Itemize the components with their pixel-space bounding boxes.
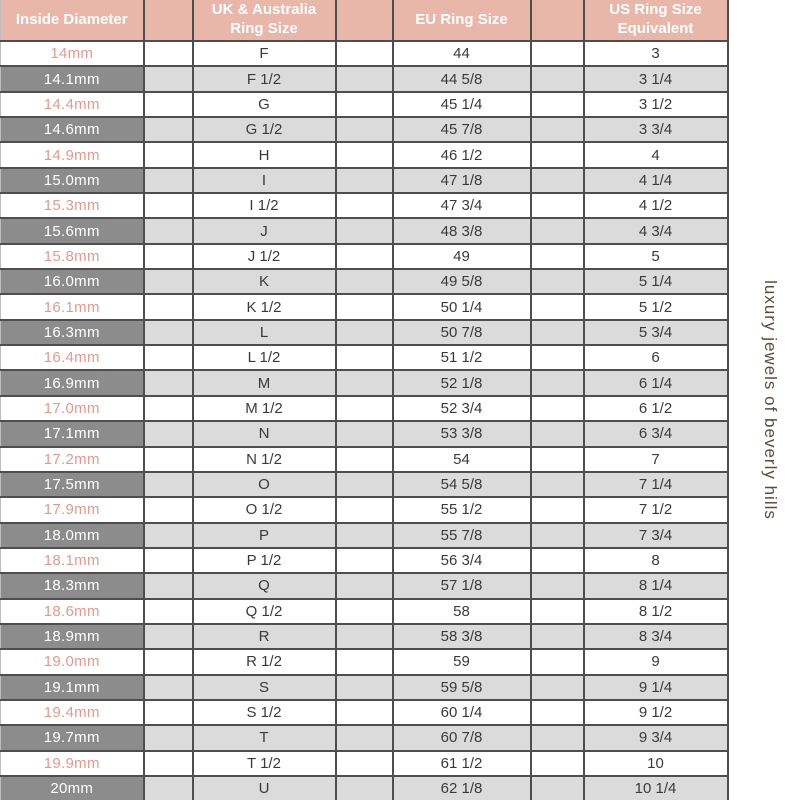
spacer-cell bbox=[144, 548, 193, 573]
spacer-cell bbox=[336, 523, 393, 548]
eu-size-cell: 61 1/2 bbox=[393, 751, 531, 776]
spacer-cell bbox=[531, 168, 584, 193]
uk-size-cell: J 1/2 bbox=[193, 244, 336, 269]
eu-size-cell: 55 7/8 bbox=[393, 523, 531, 548]
diameter-cell: 14.4mm bbox=[1, 92, 144, 117]
eu-size-cell: 54 bbox=[393, 447, 531, 472]
spacer-cell bbox=[336, 345, 393, 370]
spacer-cell bbox=[531, 269, 584, 294]
us-size-cell: 8 3/4 bbox=[584, 624, 728, 649]
eu-size-cell: 53 3/8 bbox=[393, 421, 531, 446]
uk-size-cell: T bbox=[193, 725, 336, 750]
spacer-cell bbox=[144, 599, 193, 624]
spacer-cell bbox=[531, 244, 584, 269]
uk-size-cell: L 1/2 bbox=[193, 345, 336, 370]
spacer-cell bbox=[531, 599, 584, 624]
us-size-cell: 6 bbox=[584, 345, 728, 370]
table-row bbox=[1, 218, 728, 243]
us-size-cell: 9 bbox=[584, 649, 728, 674]
diameter-cell: 15.6mm bbox=[1, 218, 144, 243]
spacer-cell bbox=[144, 168, 193, 193]
spacer-cell bbox=[531, 396, 584, 421]
spacer-cell bbox=[531, 41, 584, 66]
spacer-cell bbox=[531, 675, 584, 700]
diameter-cell: 17.5mm bbox=[1, 472, 144, 497]
spacer-cell bbox=[336, 447, 393, 472]
spacer-cell bbox=[336, 66, 393, 91]
spacer-cell bbox=[336, 370, 393, 395]
table-row bbox=[1, 573, 728, 598]
us-size-cell: 10 bbox=[584, 751, 728, 776]
header-us-size-equivalent: US Ring Size Equivalent bbox=[584, 0, 728, 41]
spacer-cell bbox=[336, 218, 393, 243]
us-size-cell: 6 3/4 bbox=[584, 421, 728, 446]
table-row bbox=[1, 345, 728, 370]
us-size-cell: 4 1/2 bbox=[584, 193, 728, 218]
eu-size-cell: 52 1/8 bbox=[393, 370, 531, 395]
eu-size-cell: 59 bbox=[393, 649, 531, 674]
spacer-cell bbox=[336, 396, 393, 421]
uk-size-cell: O 1/2 bbox=[193, 497, 336, 522]
uk-size-cell: R 1/2 bbox=[193, 649, 336, 674]
spacer-cell bbox=[144, 700, 193, 725]
brand-side-text: luxury jewels of beverly hills bbox=[761, 280, 780, 520]
table-row bbox=[1, 370, 728, 395]
uk-size-cell: U bbox=[193, 776, 336, 800]
spacer-cell bbox=[144, 624, 193, 649]
spacer-cell bbox=[531, 447, 584, 472]
diameter-cell: 18.6mm bbox=[1, 599, 144, 624]
uk-size-cell: N bbox=[193, 421, 336, 446]
header-spacer bbox=[336, 0, 393, 41]
spacer-cell bbox=[336, 624, 393, 649]
diameter-cell: 18.9mm bbox=[1, 624, 144, 649]
spacer-cell bbox=[144, 472, 193, 497]
spacer-cell bbox=[531, 472, 584, 497]
spacer-cell bbox=[336, 573, 393, 598]
spacer-cell bbox=[336, 294, 393, 319]
diameter-cell: 17.0mm bbox=[1, 396, 144, 421]
us-size-cell: 3 bbox=[584, 41, 728, 66]
spacer-cell bbox=[144, 320, 193, 345]
spacer-cell bbox=[144, 776, 193, 800]
eu-size-cell: 51 1/2 bbox=[393, 345, 531, 370]
spacer-cell bbox=[144, 370, 193, 395]
spacer-cell bbox=[144, 573, 193, 598]
table-row bbox=[1, 66, 728, 91]
spacer-cell bbox=[531, 649, 584, 674]
table-row bbox=[1, 294, 728, 319]
eu-size-cell: 45 1/4 bbox=[393, 92, 531, 117]
spacer-cell bbox=[144, 345, 193, 370]
table-body bbox=[1, 41, 728, 800]
eu-size-cell: 62 1/8 bbox=[393, 776, 531, 800]
table-row bbox=[1, 599, 728, 624]
uk-size-cell: P 1/2 bbox=[193, 548, 336, 573]
diameter-cell: 16.4mm bbox=[1, 345, 144, 370]
spacer-cell bbox=[336, 92, 393, 117]
table-row bbox=[1, 497, 728, 522]
spacer-cell bbox=[531, 193, 584, 218]
diameter-cell: 19.7mm bbox=[1, 725, 144, 750]
us-size-cell: 7 bbox=[584, 447, 728, 472]
eu-size-cell: 44 bbox=[393, 41, 531, 66]
eu-size-cell: 46 1/2 bbox=[393, 142, 531, 167]
spacer-cell bbox=[144, 117, 193, 142]
eu-size-cell: 47 1/8 bbox=[393, 168, 531, 193]
us-size-cell: 3 1/4 bbox=[584, 66, 728, 91]
spacer-cell bbox=[531, 776, 584, 800]
diameter-cell: 14.1mm bbox=[1, 66, 144, 91]
table-row bbox=[1, 649, 728, 674]
header-row bbox=[1, 0, 728, 41]
uk-size-cell: O bbox=[193, 472, 336, 497]
spacer-cell bbox=[531, 421, 584, 446]
eu-size-cell: 60 1/4 bbox=[393, 700, 531, 725]
spacer-cell bbox=[531, 573, 584, 598]
spacer-cell bbox=[531, 294, 584, 319]
us-size-cell: 5 1/2 bbox=[584, 294, 728, 319]
uk-size-cell: S 1/2 bbox=[193, 700, 336, 725]
spacer-cell bbox=[144, 41, 193, 66]
table-row bbox=[1, 725, 728, 750]
spacer-cell bbox=[336, 776, 393, 800]
spacer-cell bbox=[531, 320, 584, 345]
spacer-cell bbox=[144, 269, 193, 294]
header-uk-australia-size: UK & Australia Ring Size bbox=[193, 0, 336, 41]
table-row bbox=[1, 624, 728, 649]
uk-size-cell: I 1/2 bbox=[193, 193, 336, 218]
diameter-cell: 15.0mm bbox=[1, 168, 144, 193]
spacer-cell bbox=[144, 193, 193, 218]
spacer-cell bbox=[336, 168, 393, 193]
spacer-cell bbox=[531, 345, 584, 370]
us-size-cell: 7 3/4 bbox=[584, 523, 728, 548]
us-size-cell: 5 3/4 bbox=[584, 320, 728, 345]
diameter-cell: 14.6mm bbox=[1, 117, 144, 142]
uk-size-cell: T 1/2 bbox=[193, 751, 336, 776]
table-row bbox=[1, 472, 728, 497]
eu-size-cell: 58 3/8 bbox=[393, 624, 531, 649]
spacer-cell bbox=[531, 700, 584, 725]
spacer-cell bbox=[144, 244, 193, 269]
diameter-cell: 14.9mm bbox=[1, 142, 144, 167]
spacer-cell bbox=[336, 472, 393, 497]
diameter-cell: 17.9mm bbox=[1, 497, 144, 522]
eu-size-cell: 54 5/8 bbox=[393, 472, 531, 497]
eu-size-cell: 48 3/8 bbox=[393, 218, 531, 243]
spacer-cell bbox=[336, 675, 393, 700]
spacer-cell bbox=[144, 294, 193, 319]
us-size-cell: 3 1/2 bbox=[584, 92, 728, 117]
diameter-cell: 16.3mm bbox=[1, 320, 144, 345]
spacer-cell bbox=[336, 548, 393, 573]
us-size-cell: 7 1/4 bbox=[584, 472, 728, 497]
spacer-cell bbox=[336, 649, 393, 674]
uk-size-cell: S bbox=[193, 675, 336, 700]
uk-size-cell: N 1/2 bbox=[193, 447, 336, 472]
uk-size-cell: R bbox=[193, 624, 336, 649]
spacer-cell bbox=[531, 725, 584, 750]
us-size-cell: 6 1/4 bbox=[584, 370, 728, 395]
spacer-cell bbox=[144, 649, 193, 674]
spacer-cell bbox=[336, 244, 393, 269]
spacer-cell bbox=[336, 320, 393, 345]
us-size-cell: 8 bbox=[584, 548, 728, 573]
diameter-cell: 20mm bbox=[1, 776, 144, 800]
table-row bbox=[1, 396, 728, 421]
table-row bbox=[1, 142, 728, 167]
table-row bbox=[1, 675, 728, 700]
diameter-cell: 17.2mm bbox=[1, 447, 144, 472]
spacer-cell bbox=[336, 41, 393, 66]
spacer-cell bbox=[531, 523, 584, 548]
eu-size-cell: 44 5/8 bbox=[393, 66, 531, 91]
us-size-cell: 4 3/4 bbox=[584, 218, 728, 243]
uk-size-cell: M bbox=[193, 370, 336, 395]
us-size-cell: 5 1/4 bbox=[584, 269, 728, 294]
eu-size-cell: 60 7/8 bbox=[393, 725, 531, 750]
table-row bbox=[1, 41, 728, 66]
spacer-cell bbox=[144, 92, 193, 117]
uk-size-cell: Q 1/2 bbox=[193, 599, 336, 624]
spacer-cell bbox=[336, 421, 393, 446]
table-row bbox=[1, 244, 728, 269]
table-row bbox=[1, 269, 728, 294]
spacer-cell bbox=[531, 497, 584, 522]
spacer-cell bbox=[336, 269, 393, 294]
spacer-cell bbox=[531, 370, 584, 395]
diameter-cell: 17.1mm bbox=[1, 421, 144, 446]
spacer-cell bbox=[144, 675, 193, 700]
spacer-cell bbox=[144, 751, 193, 776]
diameter-cell: 19.1mm bbox=[1, 675, 144, 700]
eu-size-cell: 59 5/8 bbox=[393, 675, 531, 700]
spacer-cell bbox=[531, 624, 584, 649]
spacer-cell bbox=[336, 700, 393, 725]
spacer-cell bbox=[336, 117, 393, 142]
spacer-cell bbox=[531, 66, 584, 91]
eu-size-cell: 50 1/4 bbox=[393, 294, 531, 319]
us-size-cell: 10 1/4 bbox=[584, 776, 728, 800]
diameter-cell: 15.8mm bbox=[1, 244, 144, 269]
table-row bbox=[1, 447, 728, 472]
us-size-cell: 9 3/4 bbox=[584, 725, 728, 750]
eu-size-cell: 56 3/4 bbox=[393, 548, 531, 573]
spacer-cell bbox=[144, 523, 193, 548]
diameter-cell: 18.1mm bbox=[1, 548, 144, 573]
spacer-cell bbox=[531, 92, 584, 117]
eu-size-cell: 55 1/2 bbox=[393, 497, 531, 522]
uk-size-cell: F bbox=[193, 41, 336, 66]
diameter-cell: 16.0mm bbox=[1, 269, 144, 294]
spacer-cell bbox=[144, 725, 193, 750]
uk-size-cell: G bbox=[193, 92, 336, 117]
eu-size-cell: 45 7/8 bbox=[393, 117, 531, 142]
spacer-cell bbox=[336, 193, 393, 218]
spacer-cell bbox=[531, 117, 584, 142]
spacer-cell bbox=[531, 548, 584, 573]
spacer-cell bbox=[531, 218, 584, 243]
table-row bbox=[1, 320, 728, 345]
uk-size-cell: L bbox=[193, 320, 336, 345]
header-inside-diameter: Inside Diameter bbox=[1, 0, 144, 41]
uk-size-cell: K 1/2 bbox=[193, 294, 336, 319]
eu-size-cell: 58 bbox=[393, 599, 531, 624]
uk-size-cell: J bbox=[193, 218, 336, 243]
us-size-cell: 3 3/4 bbox=[584, 117, 728, 142]
diameter-cell: 19.4mm bbox=[1, 700, 144, 725]
table-row bbox=[1, 168, 728, 193]
uk-size-cell: Q bbox=[193, 573, 336, 598]
spacer-cell bbox=[531, 142, 584, 167]
table-row bbox=[1, 193, 728, 218]
spacer-cell bbox=[144, 66, 193, 91]
uk-size-cell: H bbox=[193, 142, 336, 167]
spacer-cell bbox=[336, 497, 393, 522]
us-size-cell: 9 1/2 bbox=[584, 700, 728, 725]
spacer-cell bbox=[144, 218, 193, 243]
uk-size-cell: M 1/2 bbox=[193, 396, 336, 421]
us-size-cell: 4 bbox=[584, 142, 728, 167]
diameter-cell: 19.0mm bbox=[1, 649, 144, 674]
diameter-cell: 18.3mm bbox=[1, 573, 144, 598]
us-size-cell: 7 1/2 bbox=[584, 497, 728, 522]
uk-size-cell: P bbox=[193, 523, 336, 548]
us-size-cell: 8 1/2 bbox=[584, 599, 728, 624]
us-size-cell: 9 1/4 bbox=[584, 675, 728, 700]
spacer-cell bbox=[144, 447, 193, 472]
spacer-cell bbox=[144, 497, 193, 522]
table-row bbox=[1, 523, 728, 548]
header-spacer bbox=[144, 0, 193, 41]
eu-size-cell: 49 bbox=[393, 244, 531, 269]
diameter-cell: 16.9mm bbox=[1, 370, 144, 395]
diameter-cell: 19.9mm bbox=[1, 751, 144, 776]
eu-size-cell: 57 1/8 bbox=[393, 573, 531, 598]
uk-size-cell: K bbox=[193, 269, 336, 294]
uk-size-cell: F 1/2 bbox=[193, 66, 336, 91]
spacer-cell bbox=[144, 421, 193, 446]
table-row bbox=[1, 548, 728, 573]
uk-size-cell: I bbox=[193, 168, 336, 193]
spacer-cell bbox=[144, 142, 193, 167]
spacer-cell bbox=[336, 599, 393, 624]
spacer-cell bbox=[336, 142, 393, 167]
us-size-cell: 6 1/2 bbox=[584, 396, 728, 421]
diameter-cell: 16.1mm bbox=[1, 294, 144, 319]
spacer-cell bbox=[531, 751, 584, 776]
eu-size-cell: 50 7/8 bbox=[393, 320, 531, 345]
spacer-cell bbox=[144, 396, 193, 421]
us-size-cell: 4 1/4 bbox=[584, 168, 728, 193]
spacer-cell bbox=[336, 725, 393, 750]
spacer-cell bbox=[336, 751, 393, 776]
diameter-cell: 14mm bbox=[1, 41, 144, 66]
header-eu-size: EU Ring Size bbox=[393, 0, 531, 41]
table-row bbox=[1, 92, 728, 117]
table-row bbox=[1, 700, 728, 725]
eu-size-cell: 47 3/4 bbox=[393, 193, 531, 218]
header-spacer bbox=[531, 0, 584, 41]
uk-size-cell: G 1/2 bbox=[193, 117, 336, 142]
diameter-cell: 18.0mm bbox=[1, 523, 144, 548]
us-size-cell: 8 1/4 bbox=[584, 573, 728, 598]
eu-size-cell: 52 3/4 bbox=[393, 396, 531, 421]
table-row bbox=[1, 117, 728, 142]
table-row bbox=[1, 421, 728, 446]
table-row bbox=[1, 751, 728, 776]
diameter-cell: 15.3mm bbox=[1, 193, 144, 218]
eu-size-cell: 49 5/8 bbox=[393, 269, 531, 294]
table-row bbox=[1, 776, 728, 800]
us-size-cell: 5 bbox=[584, 244, 728, 269]
